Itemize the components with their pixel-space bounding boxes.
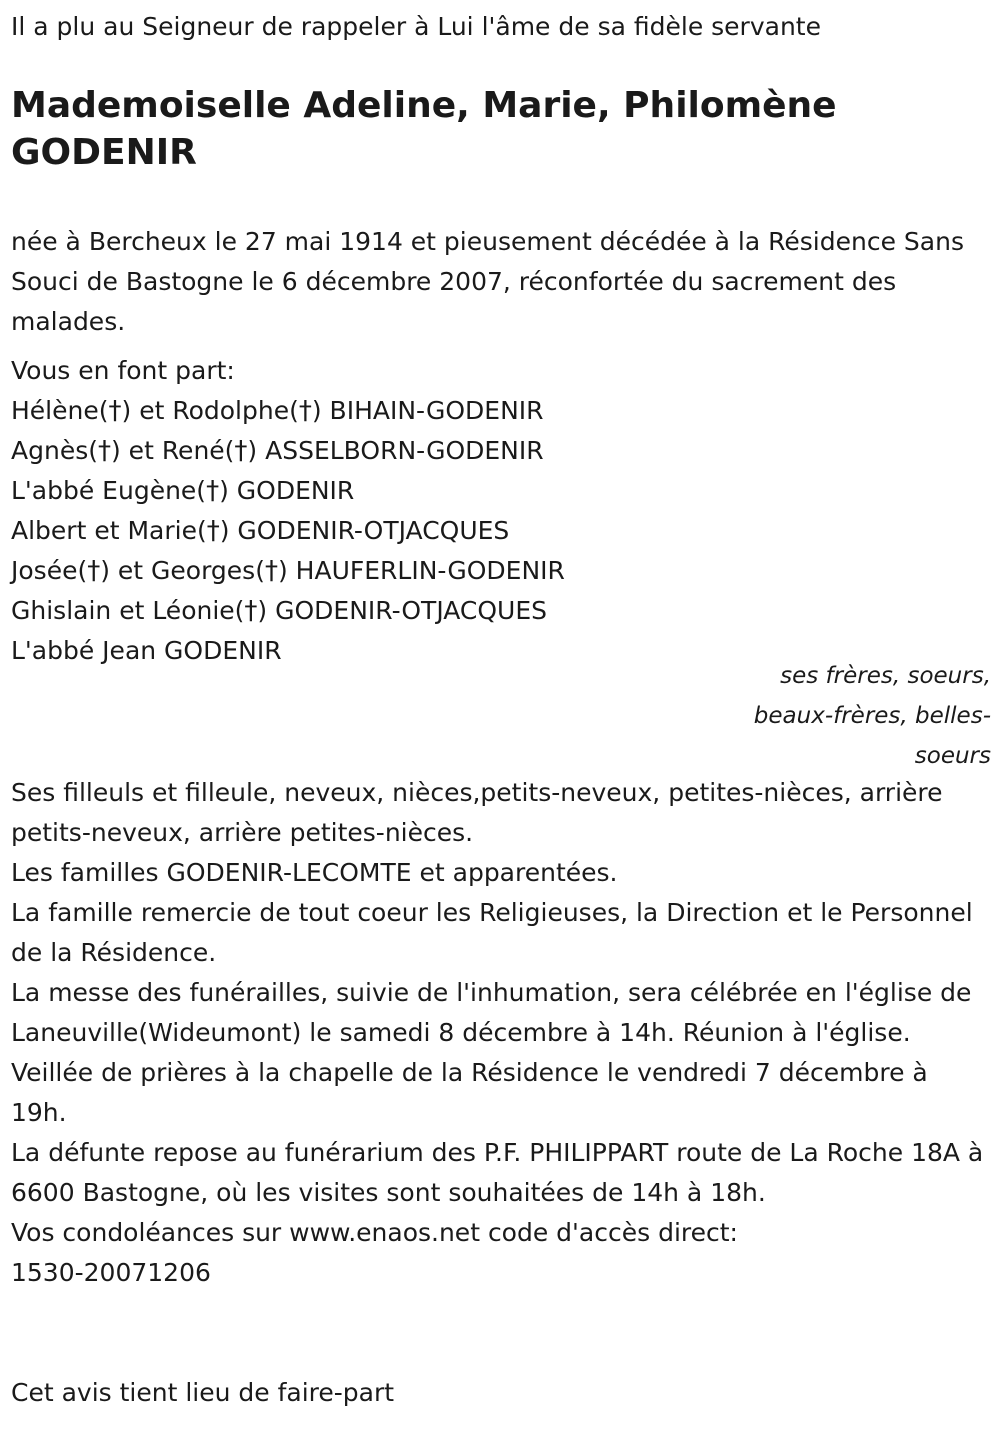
cross-icon: † — [298, 396, 312, 426]
cross-icon: † — [264, 556, 278, 586]
relative-text: ) GODENIR-OTJACQUES — [257, 596, 548, 625]
relative-line — [11, 471, 565, 511]
cross-icon: † — [97, 436, 111, 466]
funeral-mass-paragraph: La messe des funérailles, suivie de l'inhumation, sera célébrée en l'église de Laneuville(Wideumont) le samedi 8 décembre à 14h. Réunion à l'église. — [11, 978, 972, 1047]
relative-text: ) GODENIR-OTJACQUES — [219, 516, 510, 545]
cross-icon: † — [206, 476, 220, 506]
relative-text: Ghislain et Léonie( — [11, 596, 245, 625]
relative-line — [11, 511, 565, 551]
relative-text: Agnès( — [11, 436, 98, 465]
relative-line — [11, 431, 565, 471]
relative-text: ) GODENIR — [219, 476, 355, 505]
funeral-home-paragraph: La défunte repose au funérarium des P.F. PHILIPPART route de La Roche 18A à 6600 Bastogne, où les visites sont souhaitées de 14h à 18h. — [11, 1138, 984, 1207]
relative-text: ) HAUFERLIN-GODENIR — [277, 556, 565, 585]
deceased-name — [11, 82, 837, 176]
sibling-note: ses frères, soeurs, beaux-frères, belles-soeurs — [753, 663, 991, 769]
birth-death-text: née à Bercheux le 27 mai 1914 et pieusement décédée à la Résidence Sans Souci de Bastogne le 6 décembre 2007, réconfortée du sacrement des malades. — [11, 227, 964, 336]
relative-line — [11, 591, 565, 631]
cross-icon: † — [244, 596, 258, 626]
relative-text: ) et Georges( — [100, 556, 265, 585]
intro-text: Il a plu au Seigneur de rappeler à Lui l'âme de sa fidèle servante — [11, 12, 821, 41]
relative-line — [11, 631, 565, 671]
relative-text: ) et René( — [110, 436, 235, 465]
relative-text: Josée( — [11, 556, 88, 585]
relative-line — [11, 391, 565, 431]
cross-icon: † — [206, 516, 220, 546]
relatives-list — [11, 351, 565, 671]
condolences-paragraph: Vos condoléances sur www.enaos.net code d'accès direct: — [11, 1218, 738, 1247]
relative-text: ) BIHAIN-GODENIR — [311, 396, 544, 425]
relative-text: ) ASSELBORN-GODENIR — [247, 436, 544, 465]
relative-text: ) et Rodolphe( — [121, 396, 299, 425]
relative-text: Albert et Marie( — [11, 516, 207, 545]
notice-body — [11, 773, 991, 1293]
vigil-paragraph: Veillée de prières à la chapelle de la Résidence le vendredi 7 décembre à 19h. — [11, 1058, 928, 1127]
access-code: 1530-20071206 — [11, 1258, 211, 1287]
relative-text: L'abbé Eugène( — [11, 476, 207, 505]
relative-text: L'abbé Jean GODENIR — [11, 636, 282, 665]
relative-text: Hélène( — [11, 396, 109, 425]
deceased-surname: GODENIR — [11, 132, 197, 173]
announce-text: Vous en font part: — [11, 356, 235, 385]
deceased-name-line1: Mademoiselle Adeline, Marie, Philomène — [11, 85, 837, 126]
relative-line — [11, 551, 565, 591]
thanks-paragraph: La famille remercie de tout coeur les Religieuses, la Direction et le Personnel de la Résidence. — [11, 898, 973, 967]
godchildren-paragraph: Ses filleuls et filleule, neveux, nièces,petits-neveux, petites-nièces, arrière petits-neveux, arrière petites-nièces. — [11, 778, 943, 847]
cross-icon: † — [87, 556, 101, 586]
cross-icon: † — [234, 436, 248, 466]
families-paragraph: Les familles GODENIR-LECOMTE et apparentées. — [11, 858, 618, 887]
closing-text: Cet avis tient lieu de faire-part — [11, 1378, 395, 1407]
cross-icon: † — [108, 396, 122, 426]
